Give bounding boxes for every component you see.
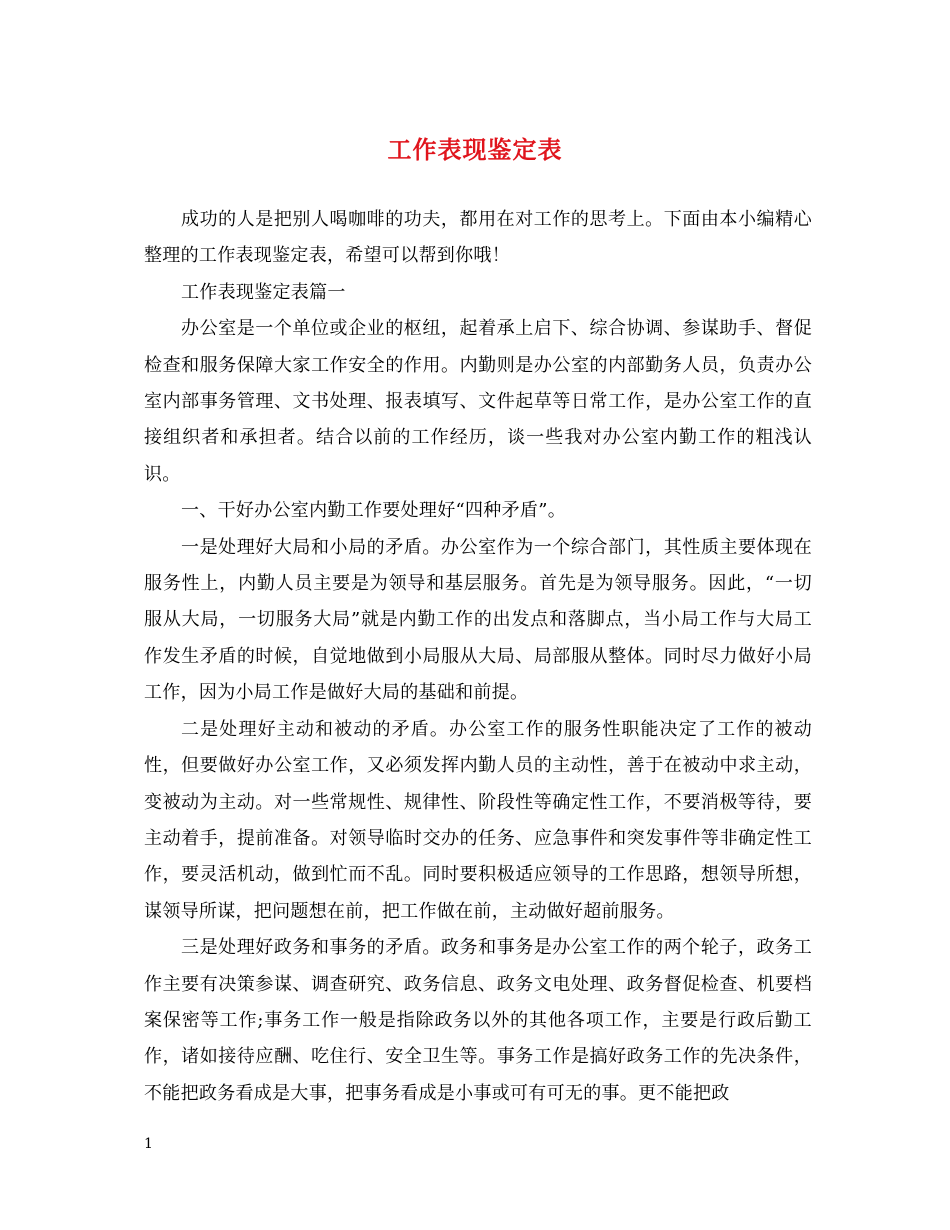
section-heading: 工作表现鉴定表篇一 — [181, 281, 346, 303]
subsection-heading: 一、干好办公室内勤工作要处理好“四种矛盾”。 — [181, 500, 567, 522]
body-paragraph: 办公室是一个单位或企业的枢纽，起着承上启下、综合协调、参谋助手、督促检查和服务保障大家工作安全的作用。内勤则是办公室的内部勤务人员，负责办公室内部事务管理、文书处理、报表填写、文件起草等日常工作，是办公室工作的直接组织者和承担者。结合以前的工作经历，谈一些我对办公室内勤工作的粗浅认识。 — [144, 318, 812, 485]
body-paragraph: 二是处理好主动和被动的矛盾。办公室工作的服务性职能决定了工作的被动性，但要做好办公室工作，又必须发挥内勤人员的主动性，善于在被动中求主动，变被动为主动。对一些常规性、规律性、阶段性等确定性工作，不要消极等待，要主动着手，提前准备。对领导临时交办的任务、应急事件和突发事件等非确定性工作，要灵活机动，做到忙而不乱。同时要积极适应领导的工作思路，想领导所想，谋领导所谋，把问题想在前，把工作做在前，主动做好超前服务。 — [144, 718, 812, 922]
page-number: 1 — [144, 1136, 153, 1152]
document-body — [144, 202, 812, 1112]
body-paragraph: 三是处理好政务和事务的矛盾。政务和事务是办公室工作的两个轮子，政务工作主要有决策参谋、调查研究、政务信息、政务文电处理、政务督促检查、机要档案保密等工作;事务工作一般是指除政务以外的其他各项工作，主要是行政后勤工作，诸如接待应酬、吃住行、安全卫生等。事务工作是搞好政务工作的先决条件，不能把政务看成是大事，把事务看成是小事或可有可无的事。更不能把政 — [144, 937, 812, 1104]
document-title: 工作表现鉴定表 — [387, 135, 563, 164]
intro-paragraph: 成功的人是把别人喝咖啡的功夫，都用在对工作的思考上。下面由本小编精心整理的工作表现鉴定表，希望可以帮到你哦！ — [144, 209, 812, 267]
body-paragraph: 一是处理好大局和小局的矛盾。办公室作为一个综合部门，其性质主要体现在服务性上，内勤人员主要是为领导和基层服务。首先是为领导服务。因此，“一切服从大局，一切服务大局”就是内勤工作的出发点和落脚点，当小局工作与大局工作发生矛盾的时候，自觉地做到小局服从大局、局部服从整体。同时尽力做好小局工作，因为小局工作是做好大局的基础和前提。 — [144, 536, 812, 704]
